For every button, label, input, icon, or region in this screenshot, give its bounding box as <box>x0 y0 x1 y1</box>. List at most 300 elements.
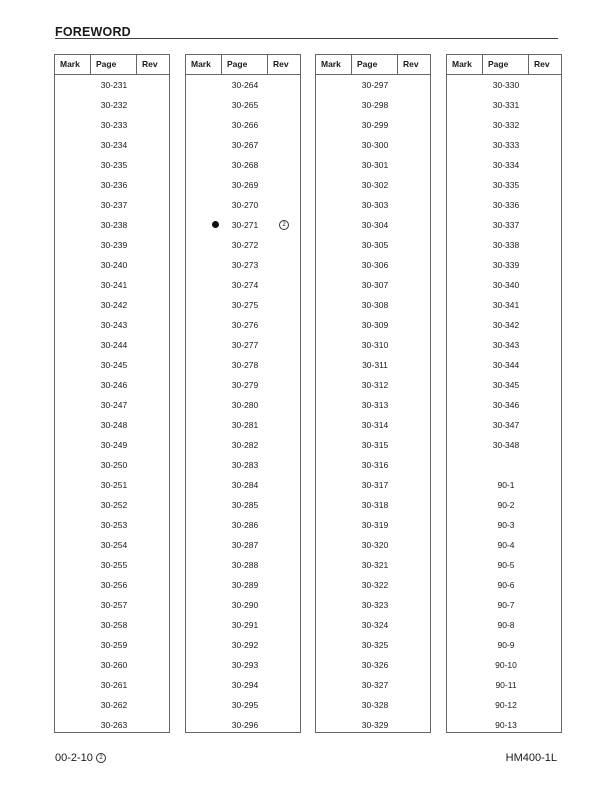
page-cell: 30-334 <box>492 160 520 170</box>
page-cell: 30-339 <box>492 260 520 270</box>
page-cell: 30-324 <box>361 620 389 630</box>
mark-cell <box>55 375 91 395</box>
page-cell: 30-342 <box>492 320 520 330</box>
table-row <box>186 355 300 375</box>
table-body <box>447 75 561 735</box>
page-cell: 30-261 <box>100 680 128 690</box>
table-row <box>316 255 430 275</box>
page-cell: 30-294 <box>231 680 259 690</box>
page-cell: 30-248 <box>100 420 128 430</box>
table-row <box>186 475 300 495</box>
mark-cell <box>447 195 483 215</box>
table-row <box>316 435 430 455</box>
page-cell: 30-346 <box>492 400 520 410</box>
mark-cell <box>316 435 352 455</box>
page-cell: 30-285 <box>231 500 259 510</box>
page-cell: 30-329 <box>361 720 389 730</box>
page-cell: 30-307 <box>361 280 389 290</box>
page-cell: 30-264 <box>231 80 259 90</box>
mark-cell <box>186 715 222 735</box>
table-row <box>447 255 561 275</box>
mark-column-header: Mark <box>316 55 352 74</box>
table-row <box>186 95 300 115</box>
mark-cell <box>186 175 222 195</box>
mark-cell <box>447 115 483 135</box>
mark-cell <box>447 375 483 395</box>
page-cell: 30-238 <box>100 220 128 230</box>
page-cell: 30-253 <box>100 520 128 530</box>
page-cell: 30-237 <box>100 200 128 210</box>
mark-cell <box>55 675 91 695</box>
page-cell: 30-250 <box>100 460 128 470</box>
mark-cell <box>447 135 483 155</box>
header-divider <box>55 38 558 39</box>
page-cell: 30-251 <box>100 480 128 490</box>
table-row <box>186 595 300 615</box>
page-cell: 30-303 <box>361 200 389 210</box>
table-row <box>316 335 430 355</box>
table-row <box>186 555 300 575</box>
table-row <box>186 335 300 355</box>
mark-cell <box>447 155 483 175</box>
mark-cell <box>447 355 483 375</box>
mark-cell <box>316 395 352 415</box>
mark-cell <box>186 575 222 595</box>
page-cell: 30-286 <box>231 520 259 530</box>
table-row <box>186 155 300 175</box>
page-cell: 30-347 <box>492 420 520 430</box>
page-cell: 30-272 <box>231 240 259 250</box>
table-row <box>316 235 430 255</box>
table-row <box>55 215 169 235</box>
table-row <box>55 435 169 455</box>
page-column-header: Page <box>483 55 529 74</box>
page-cell: 30-328 <box>361 700 389 710</box>
page-cell: 30-331 <box>492 100 520 110</box>
table-row <box>186 195 300 215</box>
table-body <box>55 75 169 735</box>
page-cell: 30-316 <box>361 460 389 470</box>
page-cell: 30-345 <box>492 380 520 390</box>
page-cell: 30-320 <box>361 540 389 550</box>
mark-cell <box>447 495 483 515</box>
table-row <box>316 135 430 155</box>
table-row <box>186 635 300 655</box>
mark-cell <box>186 435 222 455</box>
mark-cell <box>186 375 222 395</box>
rev-cell <box>268 220 300 230</box>
mark-cell <box>447 255 483 275</box>
page-cell: 30-259 <box>100 640 128 650</box>
mark-cell <box>316 255 352 275</box>
table-row <box>316 555 430 575</box>
page-cell: 30-257 <box>100 600 128 610</box>
table-row <box>186 115 300 135</box>
mark-cell <box>316 415 352 435</box>
page-cell: 30-249 <box>100 440 128 450</box>
table-row <box>447 275 561 295</box>
table-row <box>316 115 430 135</box>
mark-column-header: Mark <box>55 55 91 74</box>
table-row <box>186 535 300 555</box>
table-row <box>55 415 169 435</box>
page-cell: 30-288 <box>231 560 259 570</box>
mark-cell <box>55 435 91 455</box>
table-row <box>55 75 169 95</box>
table-row <box>447 135 561 155</box>
mark-cell <box>316 75 352 95</box>
table-row <box>447 515 561 535</box>
mark-cell <box>186 515 222 535</box>
table-row <box>316 535 430 555</box>
page-cell: 30-277 <box>231 340 259 350</box>
page-cell: 90-11 <box>495 680 517 690</box>
mark-cell <box>447 715 483 735</box>
table-row <box>186 435 300 455</box>
mark-cell <box>55 615 91 635</box>
mark-cell <box>186 615 222 635</box>
mark-cell <box>55 235 91 255</box>
mark-cell <box>55 315 91 335</box>
page-cell: 30-306 <box>361 260 389 270</box>
mark-cell <box>55 255 91 275</box>
mark-cell <box>316 455 352 475</box>
page-cell: 30-321 <box>361 560 389 570</box>
table-row <box>447 655 561 675</box>
table-row <box>447 575 561 595</box>
page-cell: 90-6 <box>497 580 515 590</box>
page-cell: 30-274 <box>231 280 259 290</box>
table-body <box>316 75 430 735</box>
mark-cell <box>447 595 483 615</box>
table-row <box>316 635 430 655</box>
table-row <box>186 495 300 515</box>
table-body <box>186 75 300 735</box>
mark-cell <box>316 575 352 595</box>
page-cell: 30-241 <box>100 280 128 290</box>
table-row <box>55 355 169 375</box>
page-column-header: Page <box>91 55 137 74</box>
table-row <box>447 435 561 455</box>
page-cell: 30-271 <box>231 220 259 230</box>
mark-cell <box>447 655 483 675</box>
page-cell: 30-332 <box>492 120 520 130</box>
mark-cell <box>55 115 91 135</box>
mark-cell <box>55 75 91 95</box>
page-cell: 30-232 <box>100 100 128 110</box>
table-row <box>55 535 169 555</box>
table-row <box>186 395 300 415</box>
mark-cell <box>55 195 91 215</box>
mark-cell <box>55 695 91 715</box>
page-cell: 30-312 <box>361 380 389 390</box>
mark-cell <box>186 135 222 155</box>
mark-cell <box>186 255 222 275</box>
mark-cell <box>186 275 222 295</box>
mark-cell <box>186 555 222 575</box>
mark-cell <box>55 495 91 515</box>
page-cell: 30-236 <box>100 180 128 190</box>
page-cell: 30-255 <box>100 560 128 570</box>
mark-cell <box>316 355 352 375</box>
table-row <box>186 255 300 275</box>
table-row <box>447 75 561 95</box>
table-row <box>316 695 430 715</box>
page-cell: 30-246 <box>100 380 128 390</box>
page-cell: 30-335 <box>492 180 520 190</box>
mark-cell <box>55 355 91 375</box>
table-row <box>55 195 169 215</box>
page-cell: 30-244 <box>100 340 128 350</box>
table-row <box>186 515 300 535</box>
page-table-1 <box>54 54 170 733</box>
table-row <box>55 655 169 675</box>
page-cell: 30-318 <box>361 500 389 510</box>
table-row <box>55 575 169 595</box>
mark-column-header: Mark <box>447 55 483 74</box>
mark-cell <box>55 475 91 495</box>
page-cell: 30-268 <box>231 160 259 170</box>
mark-cell <box>447 475 483 495</box>
mark-cell <box>316 675 352 695</box>
page-cell: 30-262 <box>100 700 128 710</box>
page-cell: 30-281 <box>231 420 259 430</box>
table-row <box>55 515 169 535</box>
mark-cell <box>186 115 222 135</box>
table-row <box>55 115 169 135</box>
mark-cell <box>55 635 91 655</box>
page-cell: 30-233 <box>100 120 128 130</box>
table-row <box>55 475 169 495</box>
table-row <box>55 315 169 335</box>
mark-cell <box>447 95 483 115</box>
mark-cell <box>55 215 91 235</box>
mark-cell <box>447 295 483 315</box>
page-cell: 30-256 <box>100 580 128 590</box>
mark-cell <box>186 475 222 495</box>
page-cell: 30-302 <box>361 180 389 190</box>
table-row <box>447 115 561 135</box>
table-row <box>186 615 300 635</box>
page-cell: 30-295 <box>231 700 259 710</box>
mark-cell <box>186 295 222 315</box>
table-row <box>186 695 300 715</box>
page-cell: 30-290 <box>231 600 259 610</box>
mark-cell <box>447 675 483 695</box>
page-cell: 30-309 <box>361 320 389 330</box>
page-title: FOREWORD <box>55 25 131 39</box>
mark-cell <box>186 195 222 215</box>
page-cell: 30-245 <box>100 360 128 370</box>
table-row <box>186 675 300 695</box>
mark-cell <box>447 275 483 295</box>
table-row <box>55 275 169 295</box>
mark-cell <box>316 155 352 175</box>
page-cell: 30-341 <box>492 300 520 310</box>
page-cell: 30-297 <box>361 80 389 90</box>
table-row <box>186 215 300 235</box>
page-cell: 30-278 <box>231 360 259 370</box>
mark-cell <box>316 235 352 255</box>
mark-cell <box>447 395 483 415</box>
mark-cell <box>316 655 352 675</box>
mark-cell <box>186 455 222 475</box>
mark-cell <box>447 575 483 595</box>
table-row <box>447 595 561 615</box>
page-cell: 90-1 <box>497 480 515 490</box>
table-row <box>447 375 561 395</box>
mark-cell <box>447 335 483 355</box>
page-cell: 30-280 <box>231 400 259 410</box>
page-cell: 30-337 <box>492 220 520 230</box>
table-row <box>316 355 430 375</box>
page-cell: 30-247 <box>100 400 128 410</box>
page-cell: 30-315 <box>361 440 389 450</box>
table-row <box>186 75 300 95</box>
page-cell: 30-299 <box>361 120 389 130</box>
mark-cell <box>55 575 91 595</box>
page-cell: 30-348 <box>492 440 520 450</box>
table-row <box>447 215 561 235</box>
table-row <box>316 275 430 295</box>
page-cell: 90-9 <box>497 640 515 650</box>
mark-cell <box>55 715 91 735</box>
mark-cell <box>55 135 91 155</box>
mark-cell <box>55 95 91 115</box>
table-row <box>186 235 300 255</box>
mark-cell <box>316 135 352 155</box>
mark-cell <box>316 315 352 335</box>
mark-cell <box>55 335 91 355</box>
page-table-4 <box>446 54 562 733</box>
table-row <box>186 655 300 675</box>
mark-cell <box>316 115 352 135</box>
table-header <box>55 55 169 75</box>
page-cell: 30-323 <box>361 600 389 610</box>
mark-cell <box>316 695 352 715</box>
rev-column-header: Rev <box>273 59 289 69</box>
table-row <box>55 155 169 175</box>
page-cell: 30-284 <box>231 480 259 490</box>
table-row <box>447 335 561 355</box>
mark-cell <box>186 155 222 175</box>
table-row <box>316 475 430 495</box>
mark-cell <box>186 395 222 415</box>
mark-cell <box>186 315 222 335</box>
table-row <box>447 495 561 515</box>
table-row <box>447 95 561 115</box>
table-row <box>447 175 561 195</box>
page-cell: 30-325 <box>361 640 389 650</box>
table-row <box>55 235 169 255</box>
mark-cell <box>447 415 483 435</box>
page-cell: 30-282 <box>231 440 259 450</box>
table-row <box>55 635 169 655</box>
page-cell: 30-235 <box>100 160 128 170</box>
page-column-header: Page <box>222 55 268 74</box>
page-cell: 90-2 <box>497 500 515 510</box>
page-cell: 90-3 <box>497 520 515 530</box>
mark-cell <box>186 75 222 95</box>
page-cell: 30-311 <box>362 360 388 370</box>
table-row <box>316 575 430 595</box>
table-row <box>55 715 169 735</box>
page-cell: 30-242 <box>100 300 128 310</box>
mark-cell <box>447 635 483 655</box>
mark-cell <box>316 535 352 555</box>
page-cell: 30-276 <box>231 320 259 330</box>
mark-column-header: Mark <box>186 55 222 74</box>
page-cell: 30-275 <box>231 300 259 310</box>
page-cell: 30-310 <box>361 340 389 350</box>
table-row <box>186 715 300 735</box>
table-row <box>316 455 430 475</box>
rev-column-header: Rev <box>142 59 158 69</box>
page-cell: 30-287 <box>231 540 259 550</box>
table-row <box>186 275 300 295</box>
mark-cell <box>447 515 483 535</box>
mark-cell <box>55 275 91 295</box>
mark-cell <box>316 715 352 735</box>
mark-cell <box>186 355 222 375</box>
page-cell: 30-234 <box>100 140 128 150</box>
page-cell: 30-265 <box>231 100 259 110</box>
page-cell: 30-269 <box>231 180 259 190</box>
mark-cell <box>186 635 222 655</box>
mark-cell <box>447 215 483 235</box>
table-row <box>316 295 430 315</box>
mark-cell <box>186 95 222 115</box>
table-row <box>316 315 430 335</box>
footer-model: HM400-1L <box>505 752 557 764</box>
table-row <box>316 675 430 695</box>
mark-cell <box>55 295 91 315</box>
table-header <box>447 55 561 75</box>
page-cell: 30-336 <box>492 200 520 210</box>
page-cell: 30-260 <box>100 660 128 670</box>
mark-cell <box>186 535 222 555</box>
mark-cell <box>447 535 483 555</box>
page-cell: 30-319 <box>361 520 389 530</box>
mark-cell <box>316 635 352 655</box>
page-cell: 30-258 <box>100 620 128 630</box>
page-cell: 30-293 <box>231 660 259 670</box>
table-row <box>447 555 561 575</box>
mark-cell <box>447 175 483 195</box>
mark-cell <box>316 175 352 195</box>
footer-page-number-text: 00-2-10 <box>55 752 93 764</box>
page-cell: 30-308 <box>361 300 389 310</box>
mark-cell <box>55 535 91 555</box>
page-cell: 30-296 <box>231 720 259 730</box>
page-cell: 30-239 <box>100 240 128 250</box>
table-header <box>316 55 430 75</box>
table-row <box>447 635 561 655</box>
mark-cell <box>316 275 352 295</box>
table-row <box>186 315 300 335</box>
page-table-2 <box>185 54 301 733</box>
table-row <box>316 375 430 395</box>
mark-cell <box>55 595 91 615</box>
page-cell: 90-13 <box>495 720 517 730</box>
page-cell: 90-7 <box>497 600 515 610</box>
page-cell: 30-267 <box>231 140 259 150</box>
table-row <box>55 375 169 395</box>
table-row <box>55 675 169 695</box>
page-cell: 30-313 <box>361 400 389 410</box>
table-row <box>55 395 169 415</box>
page-cell: 30-254 <box>100 540 128 550</box>
